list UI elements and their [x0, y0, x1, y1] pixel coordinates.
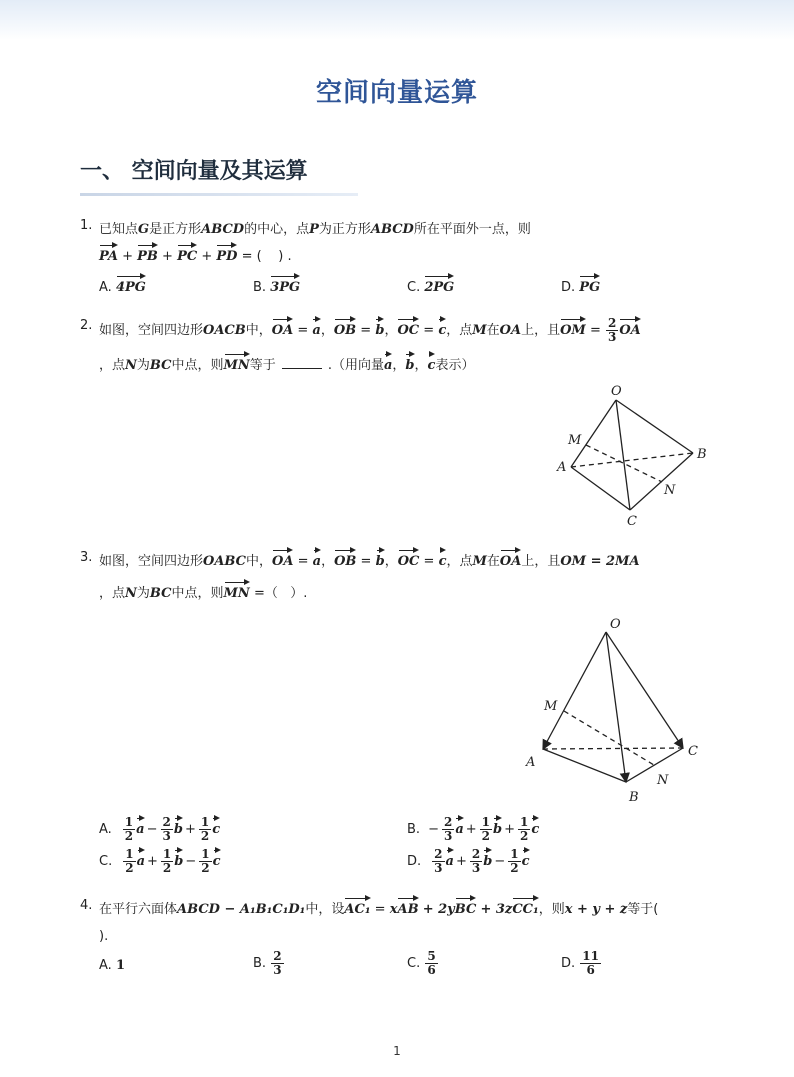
option-label: D. [561, 956, 576, 972]
q1-text: 已知点 [99, 222, 139, 237]
fraction-numerator: 1 [510, 847, 519, 861]
figure-label-b: B [629, 790, 639, 805]
vector-oc: OC [397, 317, 419, 337]
option-vector [116, 274, 146, 294]
vector-c: c [531, 816, 539, 836]
vector-a: a [137, 848, 145, 868]
fraction-denominator: 3 [273, 963, 282, 978]
q4-text: ，则 [538, 902, 565, 917]
vector-c: c [522, 848, 530, 868]
fraction [123, 816, 135, 843]
q2-text: 如图，空间四边形 [99, 323, 204, 339]
term-sign: − [146, 822, 158, 838]
fraction-numerator: 2 [434, 847, 443, 861]
q3-option-c[interactable] [99, 848, 221, 875]
term-sign: + [504, 822, 516, 838]
q4-text: 等于( [627, 902, 659, 917]
fraction-denominator: 2 [124, 829, 134, 844]
q1-point-p: P [309, 222, 319, 237]
comma: ， [384, 554, 398, 569]
option-vec-name: PG [433, 280, 455, 295]
question-2-number: 2. [80, 318, 93, 333]
vector-a: a [312, 317, 320, 337]
term-sign: − [494, 854, 506, 870]
fraction-numerator: 1 [520, 815, 529, 829]
question-4-line-1 [99, 896, 658, 917]
comma: ， [392, 358, 406, 373]
q4-text: 在平行六面体 [99, 902, 178, 917]
q1-point-g: G [138, 222, 150, 237]
equals-sign: = [589, 323, 601, 339]
fraction [199, 816, 211, 843]
q1-option-d[interactable] [561, 274, 600, 295]
answer-paren: =（ ）. [253, 586, 308, 601]
figure-label-m: M [544, 699, 558, 714]
question-2-line-1 [99, 317, 641, 344]
fraction-numerator: 2 [471, 847, 481, 861]
answer-paren: ( ) [256, 249, 284, 264]
fraction-numerator: 2 [443, 815, 453, 829]
q3-point-m: M [472, 554, 487, 569]
q2-segment-bc: BC [149, 358, 172, 373]
fraction-denominator: 2 [162, 861, 172, 876]
question-1-line-1 [99, 218, 531, 237]
figure-label-n: N [657, 773, 669, 788]
figure-label-m: M [568, 433, 582, 448]
q3-option-b[interactable] [407, 816, 539, 843]
vector-c: c [212, 816, 220, 836]
term-sign: + [465, 822, 477, 838]
vector-pb: PB [137, 243, 158, 263]
vector-om: OM [560, 317, 586, 337]
option-label: B. [407, 822, 421, 838]
question-4-number: 4. [80, 898, 93, 913]
term-sign: + [184, 822, 196, 838]
vector-pc: PC [177, 243, 197, 263]
term-sign: + [147, 854, 158, 870]
equals-sign: = [297, 554, 309, 569]
fraction-denominator: 6 [586, 963, 595, 978]
fraction-numerator: 1 [124, 815, 134, 829]
q4-text: 中，设 [305, 902, 345, 917]
q1-square: ABCD [201, 222, 245, 237]
q2-text: 中， [245, 323, 272, 339]
q2-text: 上，且 [521, 323, 561, 339]
q3-text: ，点 [99, 586, 126, 601]
fraction [580, 950, 601, 977]
q1-text: 为正方形 [318, 222, 371, 237]
q2-text: 为 [136, 358, 150, 373]
option-coef: 3 [270, 280, 280, 295]
answer-blank[interactable] [282, 368, 322, 369]
question-3-number: 3. [80, 550, 93, 565]
q1-text: 所在平面外一点，则 [413, 222, 531, 237]
equals-sign: = [360, 554, 372, 569]
vector-oc: OC [398, 548, 420, 568]
fraction-numerator: 1 [201, 847, 210, 861]
figure-label-a: A [557, 460, 567, 475]
fraction-denominator: 2 [200, 829, 210, 844]
comma: ， [320, 323, 334, 339]
equals-sign: = [374, 902, 386, 917]
q3-text: ，点 [446, 554, 473, 569]
q3-text: 为 [136, 586, 150, 601]
fraction [271, 950, 283, 977]
figure-label-o: O [611, 384, 622, 399]
q1-option-a[interactable] [99, 274, 146, 295]
question-3-line-2 [99, 580, 307, 601]
option-label: D. [407, 854, 422, 870]
option-coef: 2 [424, 280, 434, 295]
vector-cc1: CC₁ [512, 896, 538, 916]
figure-label-n: N [664, 483, 676, 498]
fraction-denominator: 3 [471, 861, 481, 876]
q2-text: ，点 [446, 323, 473, 339]
term-sign: + [455, 854, 467, 870]
fraction-denominator: 2 [201, 861, 210, 876]
figure-label-a: A [526, 755, 536, 770]
period: . [287, 249, 292, 264]
vector-pd: PD [216, 243, 237, 263]
vector-c: c [439, 548, 447, 568]
option-vector [579, 274, 600, 294]
fraction-denominator: 3 [443, 829, 453, 844]
vector-pa: PA [99, 243, 118, 263]
question-2-line-2 [99, 352, 474, 373]
figure-label-c: C [627, 514, 637, 529]
plus-sign: + [201, 249, 213, 264]
q4-option-b[interactable] [253, 950, 285, 977]
equals-sign: = [360, 323, 372, 339]
option-vec-name: PG [579, 280, 601, 295]
fraction-numerator: 1 [162, 847, 172, 861]
fraction [123, 848, 135, 875]
q3-ratio: OM = 2MA [560, 554, 640, 569]
option-label: B. [253, 956, 267, 972]
q4-solid: ABCD − A₁B₁C₁D₁ [177, 902, 306, 917]
vector-mn: MN [224, 580, 250, 600]
fraction-numerator: 2 [608, 316, 617, 330]
option-label: A. [99, 822, 112, 838]
vector-b: b [174, 816, 183, 836]
vector-ob: OB [334, 317, 356, 337]
q2-tetrahedron-figure [550, 380, 720, 530]
fraction [432, 848, 444, 875]
option-label: A. [99, 958, 112, 973]
q3-point-n: N [125, 586, 137, 601]
page-number: 1 [393, 1044, 401, 1058]
fraction-numerator: 2 [273, 949, 282, 963]
fraction [518, 816, 530, 843]
option-vec-name: PG [279, 280, 301, 295]
fraction [425, 950, 437, 977]
equals-sign: = [423, 323, 435, 339]
question-1-number: 1. [80, 218, 93, 233]
q3-shape: OABC [203, 554, 247, 569]
q3-text: 中点，则 [171, 586, 224, 601]
q1-text: 的中心，点 [244, 222, 310, 237]
q3-tetrahedron-figure [520, 612, 710, 807]
fraction [480, 816, 492, 843]
fraction-numerator: 1 [200, 815, 210, 829]
option-label: B. [253, 280, 267, 295]
comma: ， [414, 358, 428, 373]
coef-y: + 2y [422, 902, 455, 917]
q4-option-a[interactable] [99, 958, 125, 973]
vector-oa: OA [619, 317, 640, 337]
plus-sign: + [162, 249, 173, 264]
page-title: 空间向量运算 [315, 78, 478, 108]
question-3-line-1 [99, 548, 640, 569]
fraction-numerator: 1 [125, 847, 134, 861]
option-vector [424, 274, 454, 294]
q2-shape: OACB [203, 323, 246, 339]
term-sign: − [428, 822, 439, 838]
q1-square: ABCD [370, 222, 414, 237]
q3-text: 在 [486, 554, 500, 569]
vector-oa: OA [272, 317, 293, 337]
vector-c: c [428, 352, 436, 372]
vector-b: b [405, 352, 414, 372]
figure-label-c: C [688, 744, 698, 759]
plus-sign: + [122, 249, 133, 264]
equals-sign: = [297, 323, 309, 339]
option-label: D. [561, 280, 576, 295]
fraction-denominator: 2 [125, 861, 134, 876]
vector-b: b [375, 317, 384, 337]
vector-ac1: AC₁ [344, 896, 370, 916]
q1-option-b[interactable] [253, 274, 300, 295]
q2-text: 等于 [249, 358, 276, 373]
fraction-denominator: 3 [608, 330, 617, 345]
vector-b: b [483, 848, 492, 868]
fraction-numerator: 2 [162, 815, 171, 829]
term-sign: − [185, 854, 197, 870]
fraction-denominator: 2 [481, 829, 491, 844]
q2-text: 在 [486, 323, 500, 339]
vector-c: c [213, 848, 221, 868]
q3-text: 上，且 [521, 554, 561, 569]
q3-option-d[interactable] [407, 848, 530, 875]
vector-c: c [438, 317, 446, 337]
vector-ob: OB [334, 548, 356, 568]
fraction-denominator: 6 [427, 963, 436, 978]
vector-a: a [455, 816, 463, 836]
coef-z: + 3z [480, 902, 513, 917]
coef-x: x [389, 902, 398, 917]
equals-sign: = [241, 249, 253, 264]
fraction [508, 848, 520, 875]
vector-mn: MN [224, 352, 250, 372]
fraction [161, 848, 173, 875]
q4-option-c[interactable] [407, 950, 439, 977]
vector-oa: OA [272, 548, 293, 568]
q1-option-c[interactable] [407, 274, 454, 295]
fraction [161, 816, 173, 843]
q3-text: 如图，空间四边形 [99, 554, 204, 569]
equals-sign: = [423, 554, 435, 569]
fraction [606, 317, 618, 344]
fraction-denominator: 3 [162, 829, 171, 844]
q3-segment-bc: BC [149, 586, 172, 601]
option-vec-name: PG [124, 280, 146, 295]
option-label: C. [407, 956, 421, 972]
q2-text: .（用向量 [327, 358, 384, 373]
section-underline [80, 193, 358, 196]
comma: ， [321, 554, 335, 569]
comma: ， [384, 323, 398, 339]
fraction-numerator: 11 [582, 949, 599, 963]
q2-point-n: N [125, 358, 137, 373]
vector-oa: OA [500, 548, 521, 568]
vector-a: a [313, 548, 321, 568]
question-4-line-2: ). [99, 929, 109, 944]
section-heading: 一、 空间向量及其运算 [80, 159, 308, 184]
q4-sum: x + y + z [564, 902, 628, 917]
vector-ab: AB [397, 896, 418, 916]
vector-a: a [384, 352, 392, 372]
q1-text: 是正方形 [149, 222, 202, 237]
figure-label-b: B [697, 447, 707, 462]
fraction [470, 848, 482, 875]
fraction [199, 848, 211, 875]
vector-b: b [376, 548, 385, 568]
q2-text: 中点，则 [171, 358, 224, 373]
option-label: A. [99, 280, 112, 295]
figure-label-o: O [610, 617, 621, 632]
option-vector [270, 274, 300, 294]
q2-point-m: M [472, 323, 487, 339]
header-band [0, 0, 794, 40]
q3-option-a[interactable] [99, 816, 220, 843]
question-1-line-2 [99, 243, 292, 264]
vector-bc: BC [455, 896, 477, 916]
q2-text: 表示） [435, 358, 475, 373]
fraction-denominator: 3 [434, 861, 443, 876]
vector-b: b [174, 848, 183, 868]
option-value: 1 [115, 958, 125, 973]
option-label: C. [407, 280, 421, 295]
fraction-numerator: 5 [427, 949, 436, 963]
q4-option-d[interactable] [561, 950, 602, 977]
option-coef: 4 [115, 280, 125, 295]
vector-a: a [446, 848, 454, 868]
vector-a: a [136, 816, 144, 836]
option-label: C. [99, 854, 113, 870]
fraction [442, 816, 454, 843]
q3-text: 中， [246, 554, 273, 569]
fraction-denominator: 2 [520, 829, 529, 844]
fraction-denominator: 2 [510, 861, 519, 876]
q2-text: ，点 [99, 358, 126, 373]
fraction-numerator: 1 [481, 815, 491, 829]
vector-b: b [493, 816, 502, 836]
q2-segment-oa: OA [499, 323, 522, 339]
